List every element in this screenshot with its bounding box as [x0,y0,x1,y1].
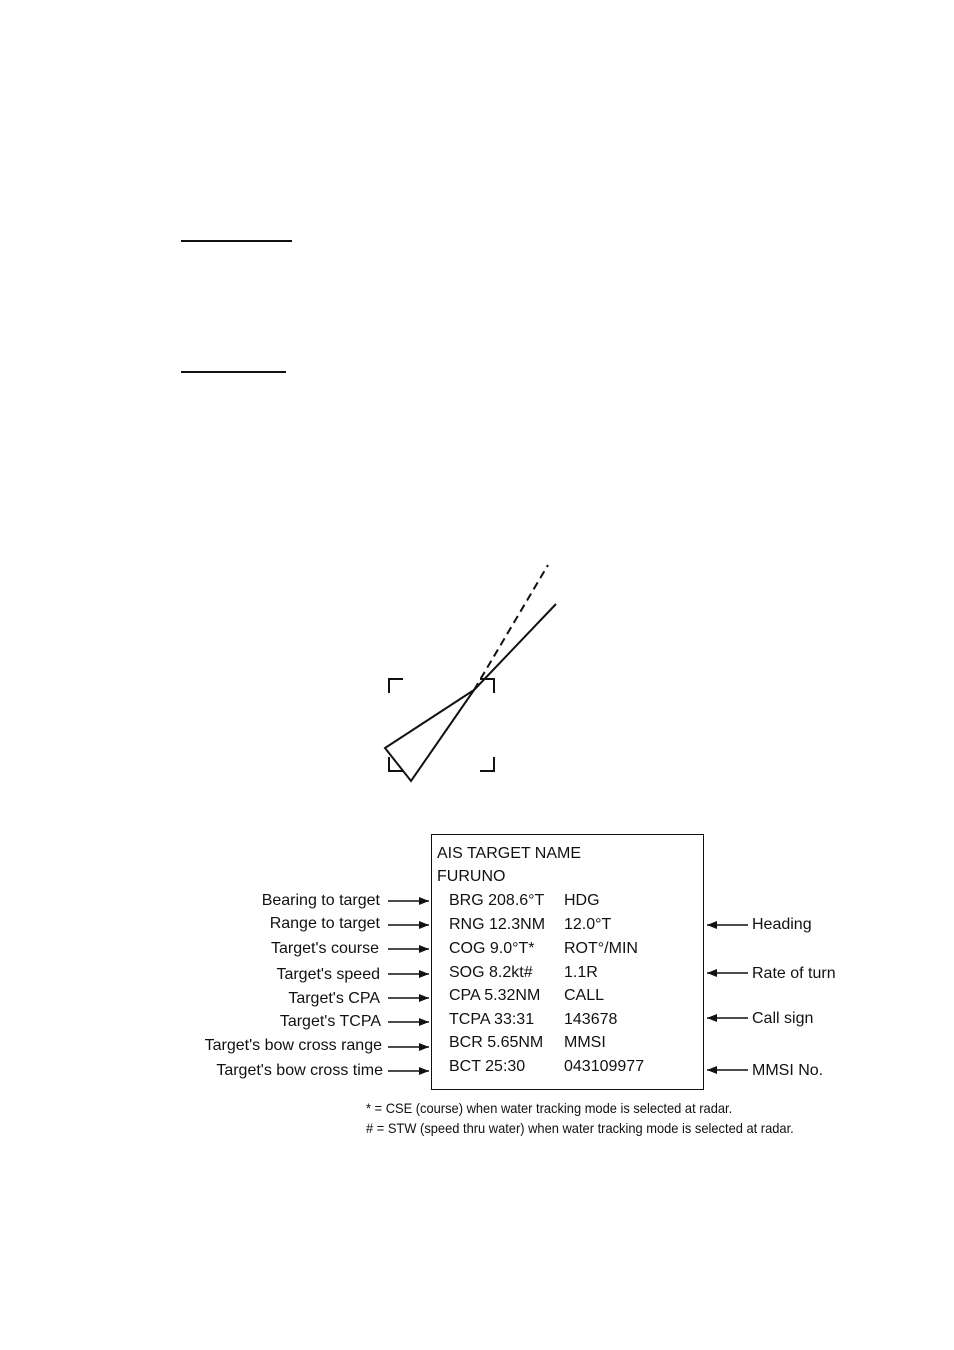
label-bearing: Bearing to target [261,892,380,909]
label-course: Target's course [271,940,379,957]
footnote-stw: # = STW (speed thru water) when water tracking mode is selected at radar. [366,1120,794,1136]
label-call-sign: Call sign [752,1010,814,1027]
select-bracket-tl [389,679,403,693]
panel-cpa: CPA 5.32NM [449,987,541,1004]
select-bracket-br [480,757,494,771]
cog-vector-dashed [474,565,548,690]
panel-mmsi-value: 043109977 [564,1058,645,1075]
panel-bct: BCT 25:30 [449,1058,526,1075]
panel-brg: BRG 208.6°T [449,892,545,909]
panel-rng: RNG 12.3NM [449,916,546,933]
panel-title: AIS TARGET NAME [437,845,582,862]
left-arrows [388,901,429,1071]
panel-rot-label: ROT°/MIN [564,940,638,957]
panel-cog: COG 9.0°T* [449,940,535,957]
label-range: Range to target [269,915,380,932]
heading-line [474,604,556,690]
label-mmsi-no: MMSI No. [752,1062,824,1079]
panel-call-value: 143678 [564,1011,618,1028]
label-rate-of-turn: Rate of turn [752,965,836,982]
panel-hdg-label: HDG [564,892,600,909]
right-arrows [707,925,748,1070]
label-speed: Target's speed [276,966,380,983]
ais-target-triangle [385,690,474,781]
panel-hdg-value: 12.0°T [564,916,612,933]
panel-tcpa: TCPA 33:31 [449,1011,535,1028]
panel-rot-value: 1.1R [564,964,598,981]
label-heading: Heading [752,916,812,933]
label-cpa: Target's CPA [288,990,380,1007]
panel-mmsi-label: MMSI [564,1034,606,1051]
label-tcpa: Target's TCPA [279,1013,381,1030]
panel-target-name: FURUNO [437,868,506,885]
panel-bcr: BCR 5.65NM [449,1034,544,1051]
label-bcr: Target's bow cross range [204,1037,382,1054]
label-bct: Target's bow cross time [216,1062,383,1079]
panel-call-label: CALL [564,987,605,1004]
panel-sog: SOG 8.2kt# [449,964,533,981]
target-symbol [385,565,556,781]
footnote-cse: * = CSE (course) when water tracking mode is selected at radar. [366,1100,733,1116]
